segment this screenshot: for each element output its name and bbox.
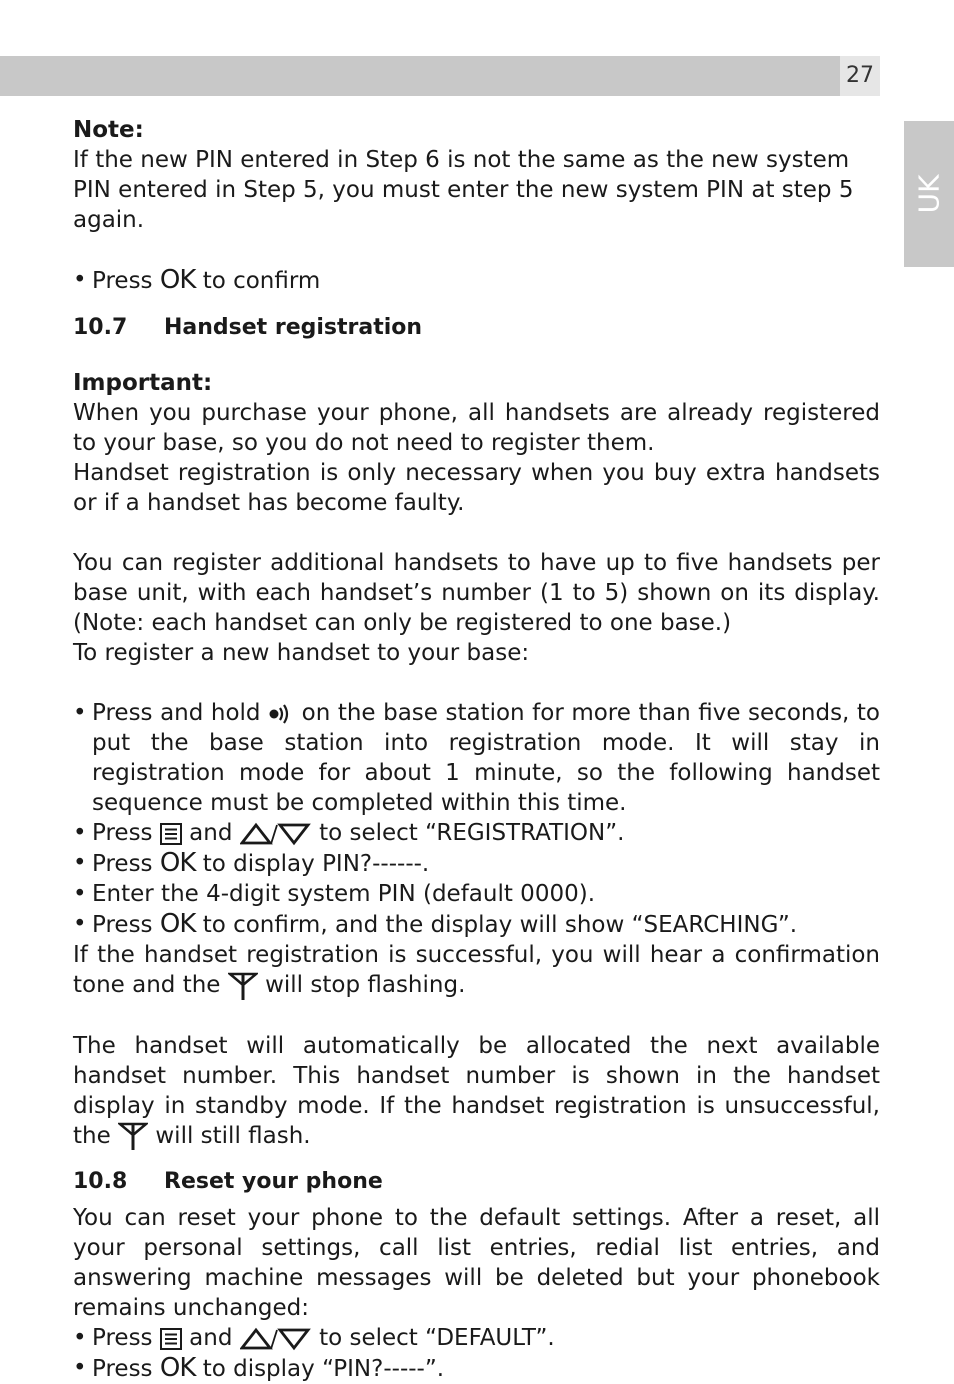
- note-label: Note:: [73, 117, 144, 143]
- menu-key-icon: [160, 1328, 182, 1350]
- language-tab-label: UK: [912, 174, 946, 214]
- paragraph: You can register additional handsets to have up to five handsets per base unit, with each handset’s number (1 to 5) shown on its display. (Note: each handset can only be registered to one base.): [73, 550, 880, 636]
- page-number: 27: [840, 56, 880, 96]
- up-down-arrow-icon: [240, 822, 312, 846]
- note-text: If the new PIN entered in Step 6 is not the same as the new system PIN entered in Step 5, you must enter the new system PIN at step 5 again.: [73, 147, 854, 233]
- menu-key-icon: [160, 823, 182, 845]
- list-item: • Press and to select “DEFAULT”.: [73, 1325, 555, 1351]
- list-item: • Press OK to confirm, and the display will show “SEARCHING”.: [73, 909, 798, 939]
- page-content: [73, 115, 880, 1384]
- paragraph: To register a new handset to your base:: [73, 640, 530, 666]
- list-item: • Press OK to display “PIN?-----”.: [73, 1353, 445, 1383]
- list-item: • Enter the 4-digit system PIN (default 0000).: [73, 881, 596, 907]
- paragraph: If the handset registration is successful, you will hear a confirmation tone and the will stop flashing.: [73, 940, 880, 1001]
- antenna-icon: [228, 971, 258, 1001]
- ok-key-icon: OK: [159, 265, 196, 295]
- section-number: 10.7: [73, 315, 128, 340]
- paragraph: You can reset your phone to the default settings. After a reset, all your personal settings, call list entries, redial list entries, and answering machine messages will be deleted but your phonebook remains unchanged:: [73, 1205, 880, 1321]
- section-title: Handset registration: [164, 315, 423, 340]
- section-number: 10.8: [73, 1169, 128, 1194]
- ok-key-icon: OK: [159, 848, 196, 878]
- paging-key-icon: [268, 702, 294, 726]
- section-title: Reset your phone: [164, 1169, 383, 1194]
- paragraph: When you purchase your phone, all handsets are already registered to your base, so you do not need to register them.: [73, 400, 880, 456]
- paragraph: The handset will automatically be allocated the next available handset number. This handset number is shown in the handset display in standby mode. If the handset registration is unsuccessful, the will still flash.: [73, 1031, 880, 1152]
- confirm-bullet: • Press OK to confirm: [73, 265, 321, 295]
- section-10-8-heading: [73, 1167, 880, 1197]
- section-10-7-heading: [73, 313, 880, 343]
- list-item: • Press OK to display PIN?------.: [73, 848, 430, 878]
- list-item: • Press and hold on the base station for more than five seconds, to put the base station into registration mode. It will stay in registration mode for about 1 minute, so the following handset sequence must be completed within this time.: [73, 700, 880, 816]
- paragraph: Handset registration is only necessary when you buy extra handsets or if a handset has become faulty.: [73, 460, 880, 516]
- antenna-icon: [118, 1121, 148, 1151]
- important-label: Important:: [73, 370, 213, 396]
- up-down-arrow-icon: [240, 1327, 312, 1351]
- header-bar: [0, 56, 840, 96]
- ok-key-icon: OK: [159, 909, 196, 939]
- language-tab: [904, 121, 954, 267]
- ok-key-icon: OK: [159, 1353, 196, 1383]
- list-item: • Press and to select “REGISTRATION”.: [73, 820, 625, 846]
